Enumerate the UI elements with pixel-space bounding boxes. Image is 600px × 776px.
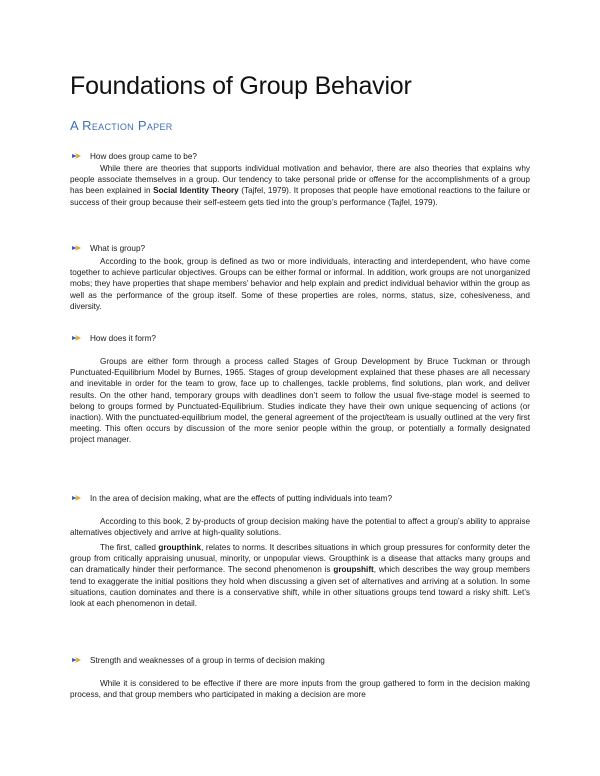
bullet-icon (72, 334, 81, 342)
bold-term: Social Identity Theory (153, 186, 239, 196)
section-question: How does group came to be? (90, 152, 197, 161)
section-heading (72, 656, 325, 665)
paragraph: The first, called groupthink, relates to norms. It describes situations in which group pressures for conformity deter the group from critically appraising unusual, minority, or unpopular views. Groupthink is a disease that attacks many groups and can dramatically hinder their performance. The second phenomenon is groupshift, which describes the way group members tend to exaggerate the initial positions they hold when discussing a given set of alternatives and arriving at a solution. In some situations, caution dominates and there is a conservative shift, while in other situations groups tend toward a risky shift. Let’s look at each phenomenon in detail. (70, 543, 531, 609)
bullet-icon (72, 494, 81, 502)
section-question: How does it form? (90, 334, 156, 343)
bold-term: groupthink (158, 543, 202, 552)
paragraph: Groups are either form through a process called Stages of Group Development by Bruce Tuckman or through Punctuated-Equilibrium Model by Burnes, 1965. Stages of group development explained that these phases are all necessary and inevitable in order for the team to grow, face up to challenges, tackle problems, find solutions, plan work, and deliver results. On the other hand, temporary groups with deadlines don’t seem to follow the usual five-stage model is seemed to belong to groups formed by Punctuated-Equilibrium. Studies indicate they have their own unique sequencing of actions (or inaction). With the punctuated-equilibrium model, the general agreement of the project/team is usually outlined at the very first meeting. This often occurs by discussion of the more senior people within the group, or potentially a formally designated project manager. (70, 357, 530, 445)
bold-term: groupshift (333, 565, 374, 575)
section-heading (72, 334, 156, 343)
bullet-icon (72, 152, 81, 160)
section-heading (72, 494, 392, 503)
section-heading (72, 152, 197, 161)
document-title: Foundations of Group Behavior (70, 72, 412, 100)
bullet-icon (72, 244, 81, 252)
section-question: Strength and weaknesses of a group in terms of decision making (90, 656, 325, 665)
paragraph: While it is considered to be effective if there are more inputs from the group gathered to form in the decision making process, and that group members who participated in making a decision are more (70, 679, 530, 700)
paragraph: According to the book, group is defined as two or more individuals, interacting and interdependent, who have come together to achieve particular objectives. Groups can be either formal or informal. In addition, work groups are not unorganized mobs; they have properties that shape members’ behavior and help explain and predict individual behavior within the group as well as the performance of the group itself. Some of these properties are roles, norms, status, size, cohesiveness, and diversity. (70, 257, 530, 311)
section-question: What is group? (90, 244, 146, 253)
paragraph: According to this book, 2 by-products of group decision making have the potential to affect a group’s ability to appraise alternatives objectively and arrive at high-quality solutions. (70, 517, 530, 538)
document-subtitle: A Reaction Paper (70, 118, 173, 133)
paragraph: While there are theories that supports individual motivation and behavior, there are also theories that explains why people associate themselves in a group. Our tendency to take personal pride or offense for the accomplishments of a group has been explained in Social Identity Theory (Tajfel, 1979). It proposes that people have emotional reactions to the failure or success of their group because their self-esteem gets tied into the group’s performance (Tajfel, 1979). (70, 164, 530, 207)
bullet-icon (72, 656, 81, 664)
section-heading (72, 244, 145, 253)
section-question: In the area of decision making, what are the effects of putting individuals into team? (90, 494, 393, 503)
